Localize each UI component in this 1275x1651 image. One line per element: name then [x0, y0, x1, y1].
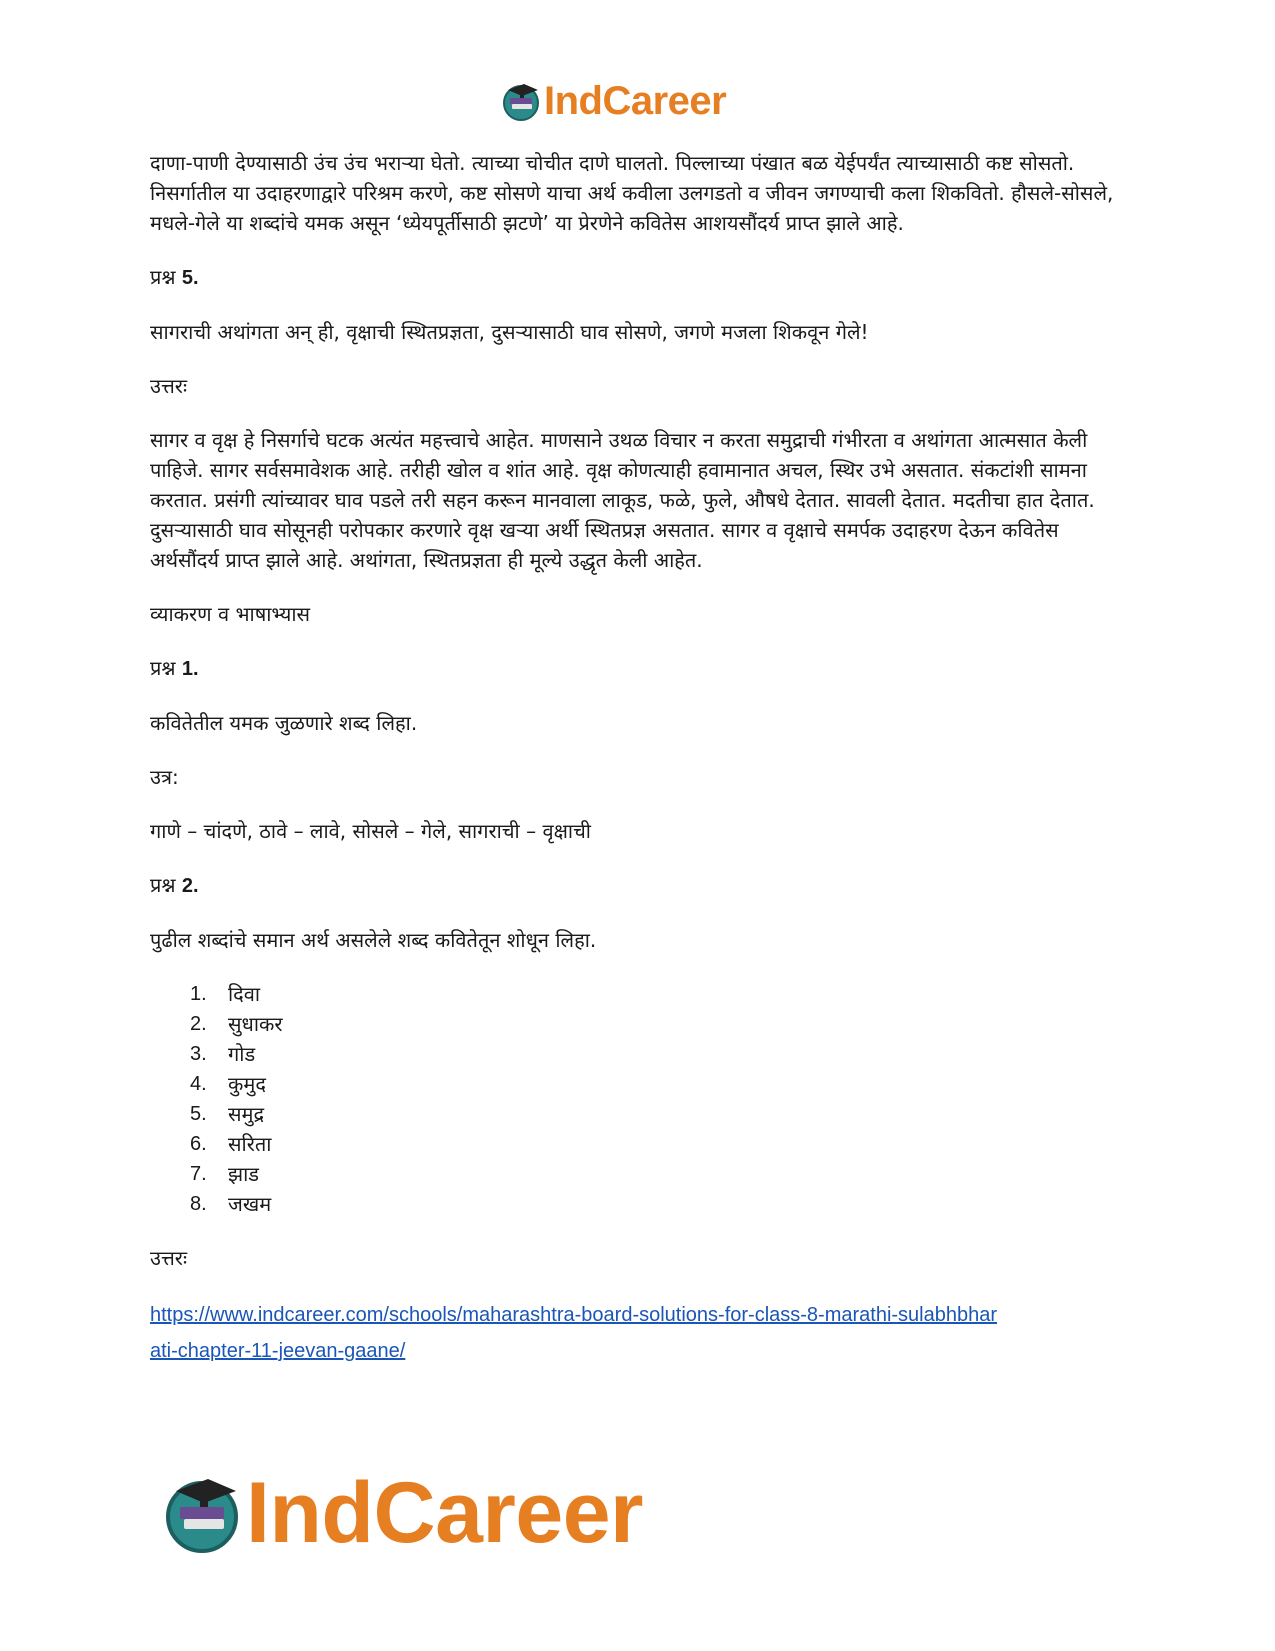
list-word: सरिता: [228, 1132, 272, 1156]
answer-label: उत्तरः: [150, 374, 187, 398]
source-link-line2: ati-chapter-11-jeevan-gaane/: [150, 1340, 406, 1362]
question-text: पुढील शब्दांचे समान अर्थ असलेले शब्द कवितेतून शोधून लिहा.: [150, 928, 597, 952]
question-text: कवितेतील यमक जुळणारे शब्द लिहा.: [150, 711, 418, 735]
graduation-globe-icon: [160, 1471, 244, 1555]
list-item: [190, 979, 1130, 1009]
logo-footer: [160, 1465, 643, 1561]
question-number: 1.: [181, 658, 199, 680]
source-link-line1: https://www.indcareer.com/schools/maharashtra-board-solutions-for-class-8-marathi-sulabhbhar: [150, 1304, 998, 1326]
list-number: 4.: [190, 1073, 207, 1095]
list-number: 6.: [190, 1133, 207, 1155]
list-number: 2.: [190, 1013, 207, 1035]
list-item: [190, 1159, 1130, 1189]
list-number: 3.: [190, 1043, 207, 1065]
list-item: [190, 1099, 1130, 1129]
word-list: [150, 979, 1130, 1219]
question-heading-1: [150, 653, 1130, 684]
graduation-globe-icon: [500, 80, 542, 122]
list-number: 7.: [190, 1163, 207, 1185]
question-text: सागराची अथांगता अन् ही, वृक्षाची स्थितप्रज्ञता, दुसऱ्यासाठी घाव सोसणे, जगणे मजला शिकवून गेले!: [150, 320, 869, 344]
list-word: कुमुद: [228, 1072, 266, 1096]
list-word: गोड: [228, 1042, 256, 1066]
document-body: [150, 148, 1130, 1369]
logo-wordmark: IndCareer: [246, 1465, 643, 1561]
question-number: 2.: [181, 875, 199, 897]
question-label: प्रश्न: [150, 656, 176, 680]
question-heading-5: [150, 262, 1130, 293]
question-heading-2: [150, 870, 1130, 901]
list-item: [190, 1009, 1130, 1039]
answer-text: गाणे – चांदणे, ठावे – लावे, सोसले – गेले, सागराची – वृक्षाची: [150, 819, 591, 843]
list-word: झाड: [228, 1162, 259, 1186]
list-item: [190, 1069, 1130, 1099]
answer-paragraph: सागर व वृक्ष हे निसर्गाचे घटक अत्यंत महत्त्वाचे आहेत. माणसाने उथळ विचार न करता समुद्राची गंभीरता व अथांगता आत्मसात केली पाहिजे. सागर सर्वसमावेशक आहे. तरीही खोल व शांत आहे. वृक्ष कोणत्याही हवामानात अचल, स्थिर उभे असतात. संकटांशी सामना करतात. प्रसंगी त्यांच्यावर घाव पडले तरी सहन करून मानवाला लाकूड, फळे, फुले, औषधे देतात. सावली देतात. मदतीचा हात देतात. दुसऱ्यासाठी घाव सोसूनही परोपकार करणारे वृक्ष खऱ्या अर्थी स्थितप्रज्ञ असतात. सागर व वृक्षाचे समर्पक उदाहरण देऊन कवितेस अर्थसौंदर्य प्राप्त झाले आहे. अथांगता, स्थितप्रज्ञता ही मूल्ये उद्धृत केली आहेत.: [150, 428, 1095, 572]
question-label: प्रश्न: [150, 265, 176, 289]
list-item: [190, 1039, 1130, 1069]
list-number: 5.: [190, 1103, 207, 1125]
list-word: सुधाकर: [228, 1012, 283, 1036]
list-word: दिवा: [228, 982, 261, 1006]
logo-header: [500, 80, 726, 122]
paragraph: दाणा-पाणी देण्यासाठी उंच उंच भराऱ्या घेतो. त्याच्या चोचीत दाणे घालतो. पिल्लाच्या पंखात बळ येईपर्यंत त्याच्यासाठी कष्ट सोसतो. निसर्गातील या उदाहरणाद्वारे परिश्रम करणे, कष्ट सोसणे याचा अर्थ कवीला उलगडतो व जीवन जगण्याची कला शिकवितो. हौसले-सोसले, मधले-गेले या शब्दांचे यमक असून ‘ध्येयपूर्तीसाठी झटणे’ या प्रेरणेने कवितेस आशयसौंदर्य प्राप्त झाले आहे.: [150, 151, 1114, 235]
question-label: प्रश्न: [150, 873, 176, 897]
question-number: 5.: [181, 267, 199, 289]
source-link[interactable]: [150, 1297, 1130, 1369]
list-item: [190, 1129, 1130, 1159]
logo-wordmark: IndCareer: [544, 79, 727, 123]
list-word: जखम: [228, 1192, 272, 1216]
list-number: 1.: [190, 983, 207, 1005]
answer-label: उत्र:: [150, 765, 179, 789]
list-word: समुद्र: [228, 1102, 265, 1126]
section-heading: व्याकरण व भाषाभ्यास: [150, 602, 311, 626]
list-number: 8.: [190, 1193, 207, 1215]
list-item: [190, 1189, 1130, 1219]
answer-label: उत्तरः: [150, 1246, 187, 1270]
